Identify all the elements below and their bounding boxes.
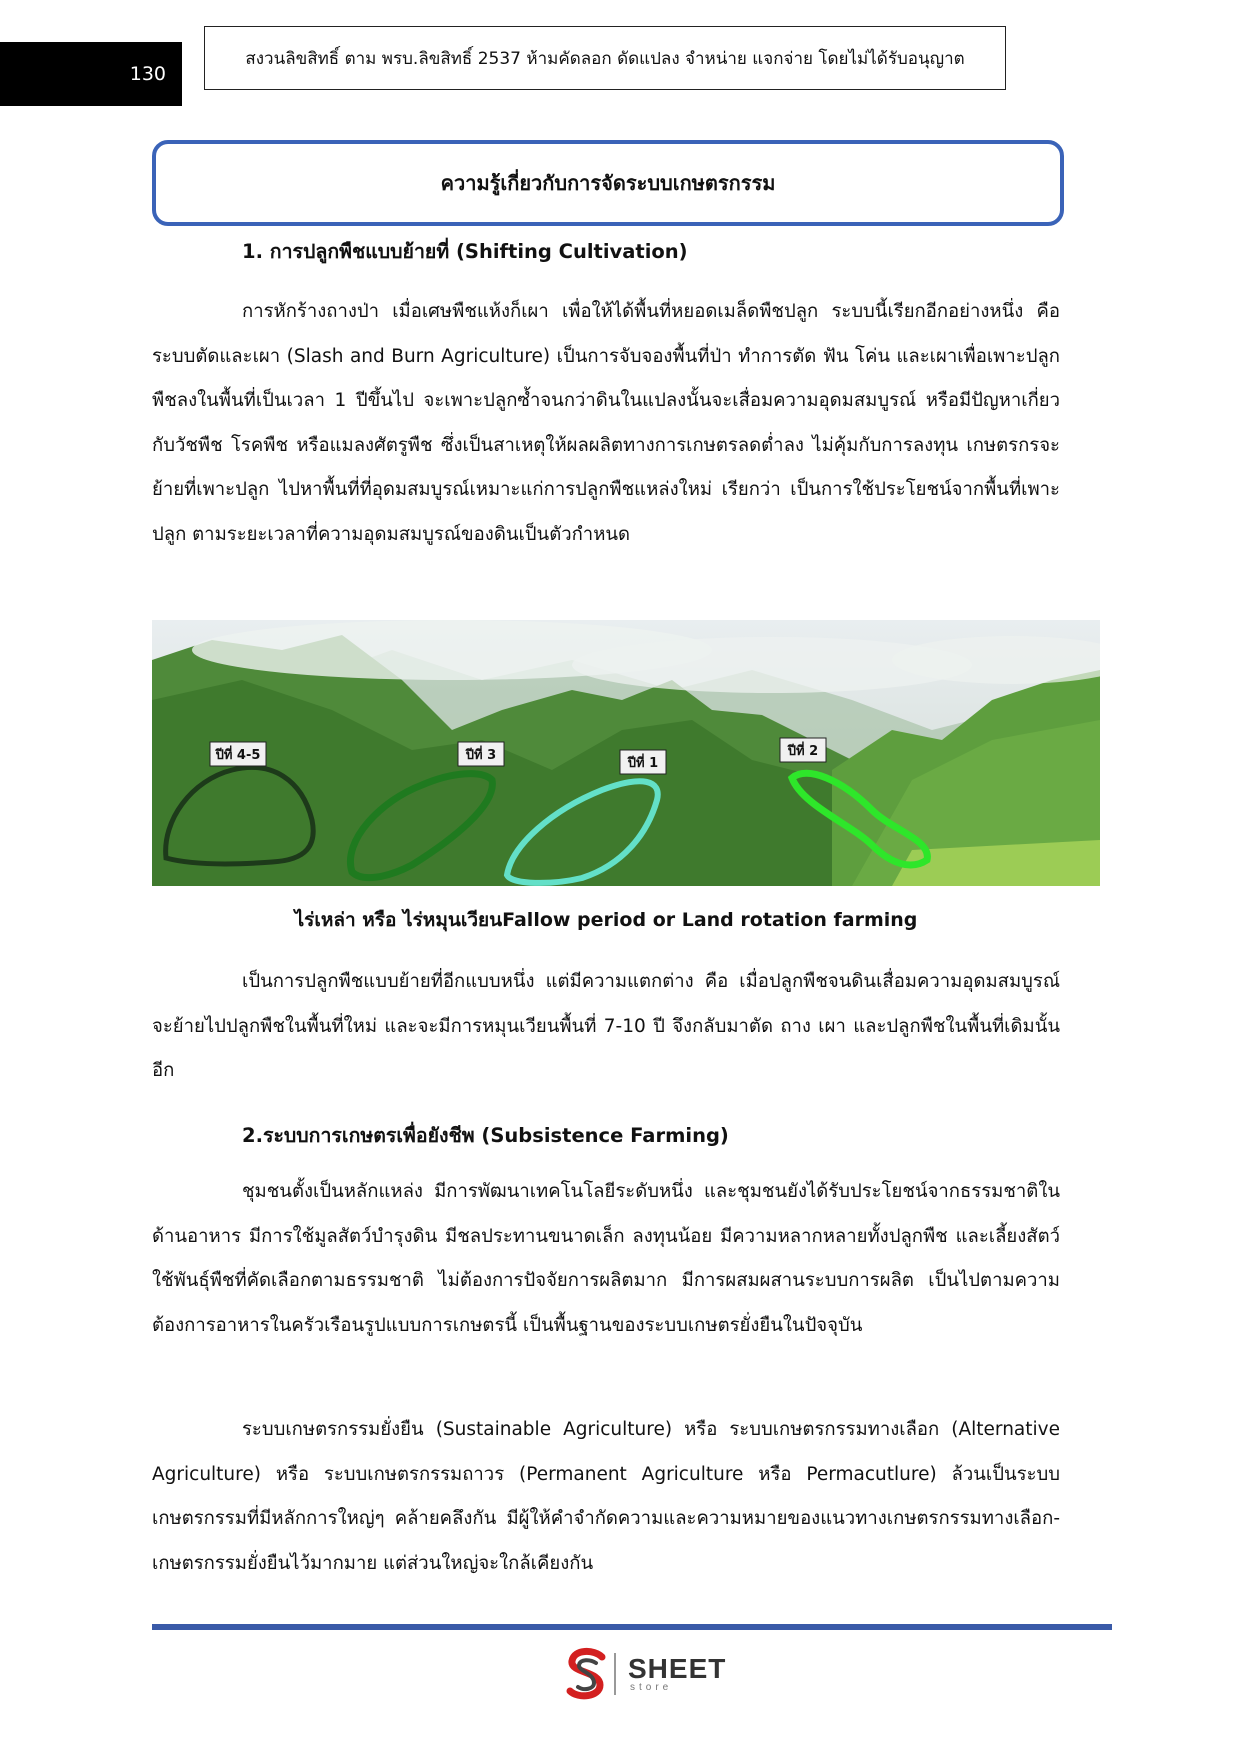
page-title: ความรู้เกี่ยวกับการจัดระบบเกษตรกรรม bbox=[152, 140, 1064, 226]
section-2-paragraph-2: ระบบเกษตรกรรมยั่งยืน (Sustainable Agriculture) หรือ ระบบเกษตรกรรมทางเลือก (Alternative Agriculture) หรือ ระบบเกษตรกรรมถาวร (Permanent Agriculture หรือ Permacutlure) ล้วนเป็นระบบเกษตรกรรมที่มีหลักการใหญ่ๆ คล้ายคลึงกัน มีผู้ให้คำจำกัดความและความหมายของแนวทางเกษตรกรรมทางเลือก-เกษตรกรรมยั่งยืนไว้มากมาย แต่ส่วนใหญ่จะใกล้เคียงกัน bbox=[152, 1419, 1060, 1574]
label-year-2: ปีที่ 2 bbox=[787, 744, 819, 759]
section-2-paragraph-1: ชุมชนตั้งเป็นหลักแหล่ง มีการพัฒนาเทคโนโลยีระดับหนึ่ง และชุมชนยังได้รับประโยชน์จากธรรมชาติในด้านอาหาร มีการใช้มูลสัตว์บำรุงดิน มีชลประทานขนาดเล็ก ลงทุนน้อย มีความหลากหลายทั้งปลูกพืช และเลี้ยงสัตว์ ใช้พันธุ์พืชที่คัดเลือกตามธรรมชาติ ไม่ต้องการปัจจัยการผลิตมาก มีการผสมผสานระบบการผลิต เป็นไปตามความต้องการอาหารในครัวเรือนรูปแบบการเกษตรนี้ เป็นพื้นฐานของระบบเกษตรยั่งยืนในปัจจุบัน bbox=[152, 1181, 1060, 1336]
sheet-store-logo bbox=[564, 1644, 726, 1704]
section-2-heading: 2.ระบบการเกษตรเพื่อยังชีพ (Subsistence Farming) bbox=[242, 1124, 729, 1147]
label-year-4-5: ปีที่ 4-5 bbox=[215, 748, 261, 763]
footer-divider bbox=[152, 1624, 1112, 1630]
section-1-paragraph: การหักร้างถางป่า เมื่อเศษพืชแห้งก็เผา เพื่อให้ได้พื้นที่หยอดเมล็ดพืชปลูก ระบบนี้เรียกอีกอย่างหนึ่ง คือ ระบบตัดและเผา (Slash and Burn Agriculture) เป็นการจับจองพื้นที่ป่า ทำการตัด ฟัน โค่น และเผาเพื่อเพาะปลูกพืชลงในพื้นที่เป็นเวลา 1 ปีขึ้นไป จะเพาะปลูกซ้ำจนกว่าดินในแปลงนั้นจะเสื่อมความอุดมสมบูรณ์ หรือมีปัญหาเกี่ยวกับวัชพืช โรคพืช หรือแมลงศัตรูพืช ซึ่งเป็นสาเหตุให้ผลผลิตทางการเกษตรลดต่ำลง ไม่คุ้มกับการลงทุน เกษตรกรจะย้ายที่เพาะปลูก ไปหาพื้นที่ที่อุดมสมบูรณ์เหมาะแก่การปลูกพืชแหล่งใหม่ เรียกว่า เป็นการใช้ประโยชน์จากพื้นที่เพาะปลูก ตามระยะเวลาที่ความอุดมสมบูรณ์ของดินเป็นตัวกำหนด bbox=[152, 301, 1060, 545]
copyright-notice: สงวนลิขสิทธิ์ ตาม พรบ.ลิขสิทธิ์ 2537 ห้ามคัดลอก ดัดแปลง จำหน่าย แจกจ่าย โดยไม่ได้รับอนุญาต bbox=[204, 26, 1006, 90]
page-number: 130 bbox=[0, 42, 182, 106]
logo-sub: store bbox=[630, 1682, 673, 1693]
sheet-store-logo-icon bbox=[564, 1647, 610, 1701]
section-1-heading: 1. การปลูกพืชแบบย้ายที่ (Shifting Cultivation) bbox=[242, 240, 688, 263]
label-year-1: ปีที่ 1 bbox=[627, 756, 659, 771]
label-year-3: ปีที่ 3 bbox=[465, 748, 497, 763]
shifting-cultivation-photo bbox=[152, 620, 1100, 886]
photo-caption: ไร่เหล่า หรือ ไร่หมุนเวียนFallow period or Land rotation farming bbox=[294, 909, 918, 931]
logo-name: SHEET bbox=[628, 1653, 727, 1684]
fallow-paragraph: เป็นการปลูกพืชแบบย้ายที่อีกแบบหนึ่ง แต่มีความแตกต่าง คือ เมื่อปลูกพืชจนดินเสื่อมความอุดมสมบูรณ์ จะย้ายไปปลูกพืชในพื้นที่ใหม่ และจะมีการหมุนเวียนพื้นที่ 7-10 ปี จึงกลับมาตัด ถาง เผา และปลูกพืชในพื้นที่เดิมนั้นอีก bbox=[152, 971, 1060, 1081]
